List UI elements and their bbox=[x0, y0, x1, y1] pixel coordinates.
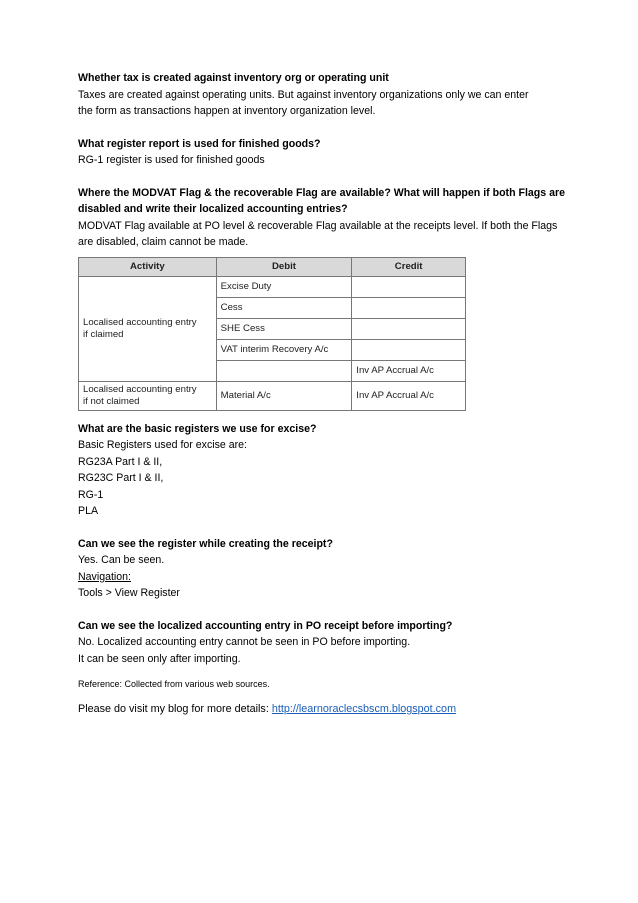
document-page bbox=[78, 70, 566, 718]
spacer bbox=[78, 405, 566, 421]
answer-line: the form as transactions happen at inventory organization level. bbox=[78, 105, 376, 117]
spacer bbox=[78, 520, 566, 536]
navigation-path: Tools > View Register bbox=[78, 587, 180, 599]
table-row bbox=[79, 276, 466, 297]
debit-cell: Excise Duty bbox=[216, 276, 352, 297]
spacer bbox=[78, 169, 566, 185]
header-debit: Debit bbox=[216, 257, 352, 276]
activity-claimed bbox=[79, 276, 217, 381]
answer-line: Yes. Can be seen. bbox=[78, 554, 165, 566]
question-modvat-flag-cont: disabled and write their localized accounting entries? bbox=[78, 203, 348, 215]
answer-line: Taxes are created against operating units. But against inventory organizations only we can enter bbox=[78, 88, 529, 101]
answer-line: Basic Registers used for excise are: bbox=[78, 439, 247, 451]
reference-note: Reference: Collected from various web sources. bbox=[78, 679, 270, 689]
question-tax-creation: Whether tax is created against inventory org or operating unit bbox=[78, 72, 389, 84]
question-localized-entry: Can we see the localized accounting entry in PO receipt before importing? bbox=[78, 619, 453, 632]
blog-prefix: Please do visit my blog for more details: bbox=[78, 703, 272, 715]
question-modvat-flag: Where the MODVAT Flag & the recoverable Flag are available? What will happen if both Flags are bbox=[78, 186, 566, 199]
header-credit: Credit bbox=[352, 257, 466, 276]
spacer bbox=[78, 691, 566, 701]
answer-line: MODVAT Flag available at PO level & recoverable Flag available at the receipts level. If both the Flags bbox=[78, 219, 558, 232]
answer-line: are disabled, claim cannot be made. bbox=[78, 236, 249, 248]
debit-cell: VAT interim Recovery A/c bbox=[216, 339, 352, 360]
activity-claimed-line: Localised accounting entry bbox=[83, 316, 197, 328]
credit-cell-empty bbox=[352, 297, 466, 318]
accounting-entries-table-image bbox=[78, 257, 466, 405]
debit-cell: SHE Cess bbox=[216, 318, 352, 339]
credit-cell: Inv AP Accrual A/c bbox=[352, 381, 466, 410]
question-basic-registers: What are the basic registers we use for excise? bbox=[78, 422, 317, 435]
navigation-label: Navigation: bbox=[78, 570, 131, 583]
debit-cell: Material A/c bbox=[216, 381, 352, 410]
answer-line: PLA bbox=[78, 505, 99, 517]
header-activity: Activity bbox=[79, 257, 217, 276]
spacer bbox=[78, 667, 566, 677]
answer-line: It can be seen only after importing. bbox=[78, 652, 241, 665]
answer-line: RG-1 register is used for finished goods bbox=[78, 154, 265, 166]
activity-not-claimed-line: Localised accounting entry bbox=[83, 383, 197, 395]
table-header-row bbox=[79, 257, 466, 276]
answer-line: No. Localized accounting entry cannot be seen in PO before importing. bbox=[78, 636, 411, 648]
credit-cell-empty bbox=[352, 339, 466, 360]
question-view-register: Can we see the register while creating the receipt? bbox=[78, 537, 333, 550]
activity-not-claimed-line: if not claimed bbox=[83, 395, 140, 407]
credit-cell: Inv AP Accrual A/c bbox=[352, 360, 466, 381]
question-register-report: What register report is used for finished goods? bbox=[78, 137, 321, 150]
debit-cell: Cess bbox=[216, 297, 352, 318]
answer-line: RG23C Part I & II, bbox=[78, 472, 164, 484]
debit-cell-empty bbox=[216, 360, 352, 381]
accounting-entries-table bbox=[78, 257, 466, 411]
spacer bbox=[78, 120, 566, 136]
blog-link[interactable]: http://learnoraclecsbscm.blogspot.com bbox=[271, 703, 457, 715]
activity-claimed-line: if claimed bbox=[83, 328, 124, 340]
credit-cell-empty bbox=[352, 318, 466, 339]
answer-line: RG-1 bbox=[78, 488, 104, 501]
credit-cell-empty bbox=[352, 276, 466, 297]
spacer bbox=[78, 602, 566, 618]
answer-line: RG23A Part I & II, bbox=[78, 455, 163, 468]
blog-line bbox=[78, 701, 566, 718]
